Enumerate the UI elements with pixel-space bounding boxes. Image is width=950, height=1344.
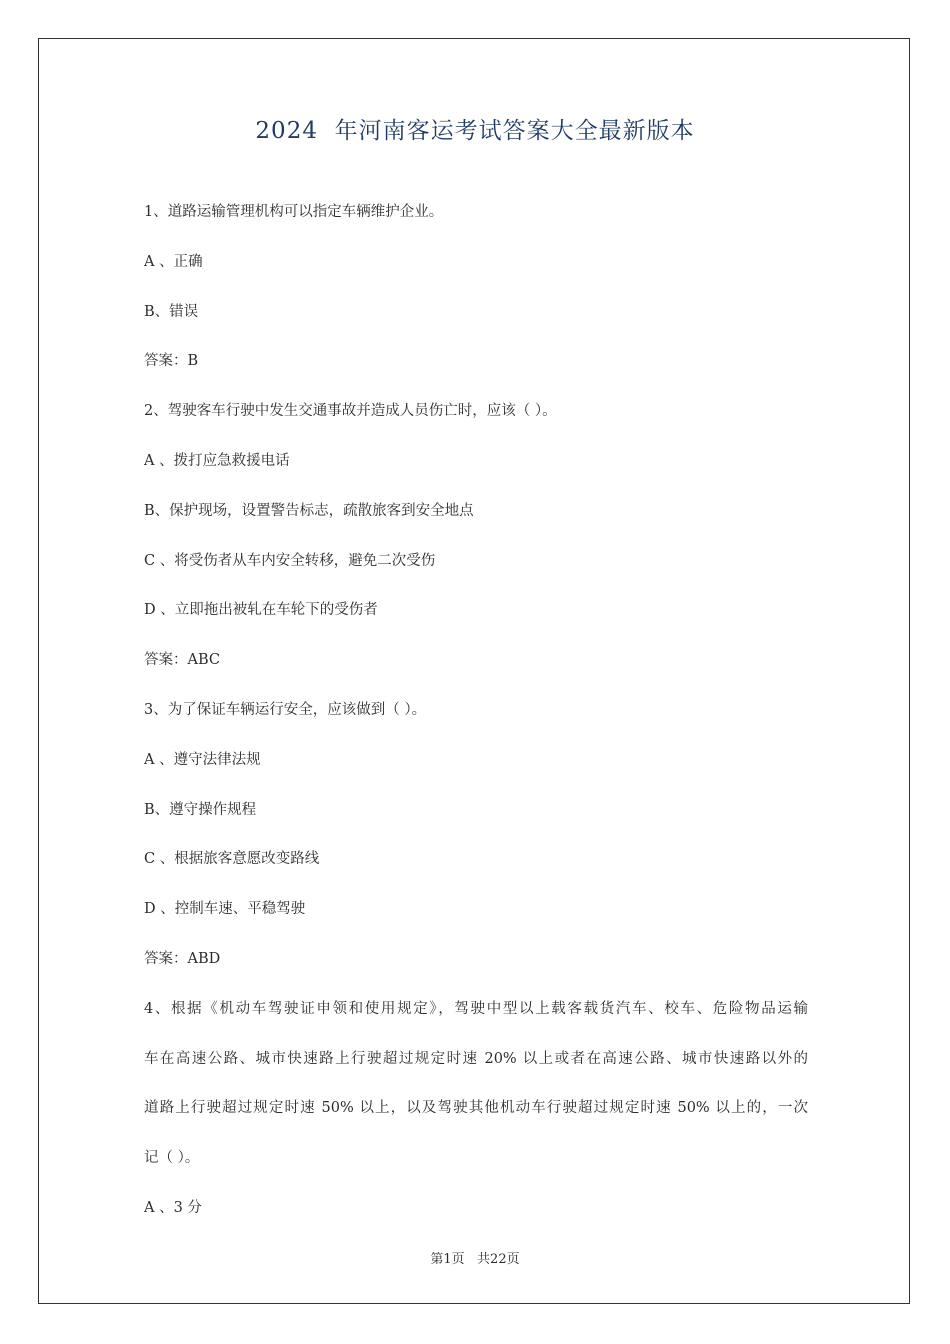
question-4-line-3: 道路上行驶超过规定时速 50% 以上，以及驾驶其他机动车行驶超过规定时速 50% 以上的，一次	[144, 1100, 808, 1117]
question-2-option-c: C 、将受伤者从车内安全转移，避免二次受伤	[144, 552, 436, 569]
question-1-option-b: B、错误	[144, 303, 199, 320]
document-body	[144, 200, 808, 1246]
question-3-option-a: A 、遵守法律法规	[144, 751, 261, 768]
question-4-line-2: 车在高速公路、城市快速路上行驶超过规定时速 20% 以上或者在高速公路、城市快速路以外的	[144, 1050, 808, 1067]
question-2-text: 2、驾驶客车行驶中发生交通事故并造成人员伤亡时，应该（ ）。	[144, 403, 557, 420]
question-4-line-4: 记（ ）。	[144, 1150, 200, 1167]
question-4-option-a: A 、3 分	[144, 1199, 202, 1216]
question-3-option-c: C 、根据旅客意愿改变路线	[144, 851, 320, 868]
question-3-option-d: D 、控制车速、平稳驾驶	[144, 901, 306, 918]
question-2-option-a: A 、拨打应急救援电话	[144, 452, 290, 469]
question-1-answer: 答案：B	[144, 353, 199, 370]
document-title: 2024 年河南客运考试答案大全最新版本	[255, 118, 695, 144]
question-3-answer: 答案：ABD	[144, 950, 221, 967]
question-1-option-a: A 、正确	[144, 253, 203, 270]
question-1-text: 1、道路运输管理机构可以指定车辆维护企业。	[144, 204, 444, 220]
question-3-option-b: B、遵守操作规程	[144, 801, 257, 818]
question-2-answer: 答案：ABC	[144, 652, 220, 669]
question-4-line-1: 4、根据《机动车驾驶证申领和使用规定》，驾驶中型以上载客载货汽车、校车、危险物品运输	[144, 1000, 808, 1017]
question-2-option-b: B、保护现场，设置警告标志，疏散旅客到安全地点	[144, 502, 474, 519]
question-3-text: 3、为了保证车辆运行安全，应该做到（ ）。	[144, 701, 427, 718]
page-footer: 第1页 共22页	[430, 1252, 520, 1267]
question-4-text	[144, 997, 808, 1196]
question-2-option-d: D 、立即拖出被轧在车轮下的受伤者	[144, 602, 378, 619]
